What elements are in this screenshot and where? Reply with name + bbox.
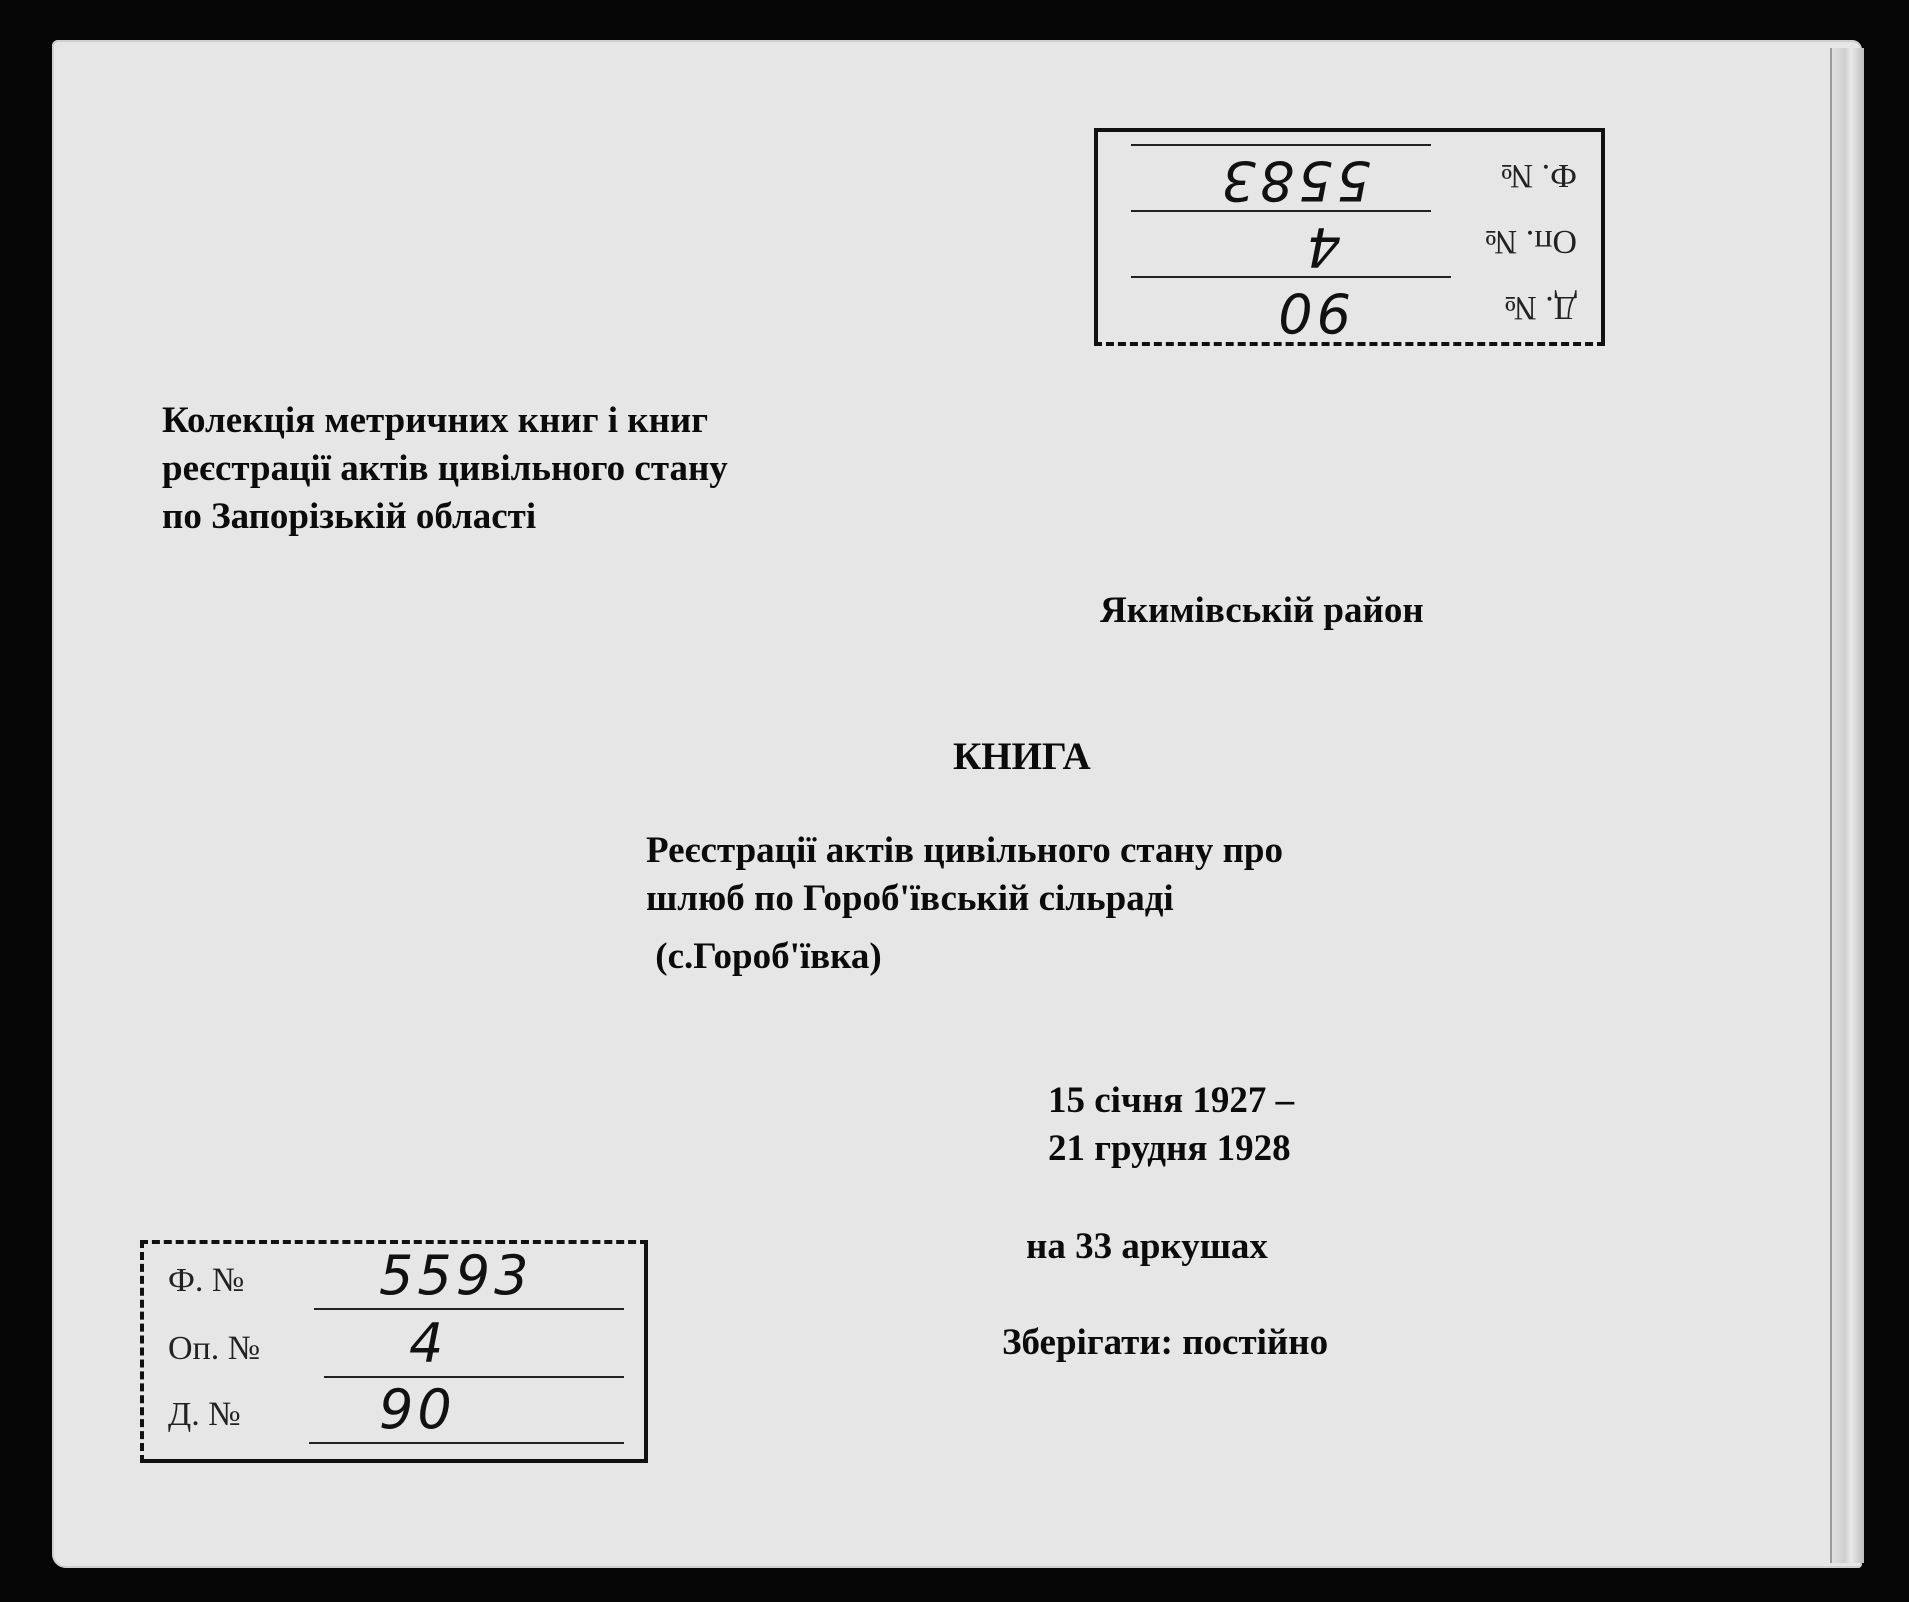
stamp-bottom-row-case — [144, 1378, 644, 1450]
stamp-bottom-row-fund — [144, 1244, 644, 1316]
stamp-top-label: Ф. № — [1500, 157, 1577, 194]
archive-stamp-top — [1094, 128, 1605, 346]
district-name: Якимівській район — [1100, 590, 1424, 631]
stamp-top-row-inventory — [1098, 206, 1601, 278]
description-line-3: (с.Гороб'ївка) — [646, 936, 882, 977]
stamp-top-value: 5583 — [1217, 149, 1371, 212]
stamp-bottom-label: Оп. № — [168, 1330, 261, 1367]
retention-note: Зберігати: постійно — [1002, 1322, 1329, 1363]
date-end: 21 грудня 1928 — [1048, 1128, 1291, 1169]
stamp-top-value: 90 — [1274, 281, 1351, 344]
stamp-bottom-value: 90 — [379, 1378, 456, 1441]
stamp-top-label: Д. № — [1504, 289, 1577, 326]
page-edge — [1830, 48, 1864, 1563]
stamp-top-row-case — [1098, 272, 1601, 344]
stamp-top-row-fund — [1098, 140, 1601, 212]
stamp-bottom-value: 4 — [409, 1312, 448, 1375]
stamp-bottom-row-inventory — [144, 1312, 644, 1384]
stamp-top-label: Оп. № — [1484, 223, 1577, 260]
stamp-top-value: 4 — [1302, 215, 1341, 278]
stamp-top-line — [1131, 144, 1431, 146]
collection-title-line-3: по Запорізькій області — [162, 496, 537, 537]
description-line-1: Реєстрації актів цивільного стану про — [646, 830, 1283, 871]
stamp-bottom-line — [309, 1442, 624, 1444]
collection-title-line-1: Колекція метричних книг і книг — [162, 400, 709, 441]
stamp-bottom-label: Ф. № — [168, 1262, 245, 1299]
sheet-count: на 33 аркушах — [1026, 1226, 1268, 1267]
archive-stamp-bottom — [140, 1240, 648, 1463]
date-start: 15 січня 1927 – — [1048, 1080, 1295, 1121]
stamp-bottom-line — [314, 1308, 624, 1310]
stamp-bottom-line — [324, 1376, 624, 1378]
book-title: КНИГА — [953, 735, 1091, 778]
collection-title-line-2: реєстрації актів цивільного стану — [162, 448, 728, 489]
stamp-top-line — [1131, 276, 1451, 278]
description-line-2: шлюб по Гороб'ївській сільраді — [646, 878, 1174, 919]
stamp-bottom-value: 5593 — [379, 1244, 533, 1307]
stamp-bottom-label: Д. № — [168, 1396, 241, 1433]
